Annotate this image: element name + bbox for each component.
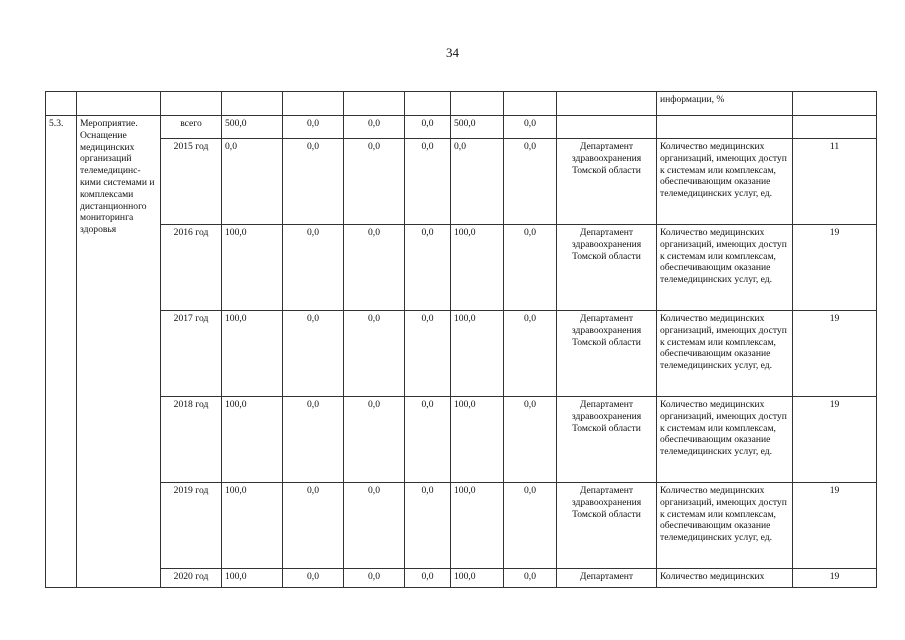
table-cell	[161, 92, 222, 116]
target-value-cell: 11	[793, 139, 877, 225]
amount-cell: 0,0	[405, 483, 451, 569]
amount-cell: 0,0	[283, 569, 344, 588]
amount-cell: 0,0	[405, 397, 451, 483]
amount-cell: 100,0	[451, 397, 504, 483]
period-cell: 2017 год	[161, 311, 222, 397]
program-table	[45, 91, 877, 588]
period-cell: 2019 год	[161, 483, 222, 569]
amount-cell: 100,0	[451, 311, 504, 397]
target-value-cell: 19	[793, 397, 877, 483]
indicator-cell: Количество медицинских организаций, имеющих доступ к системам или комплексам, обеспечивающим оказание телемедицинских услуг, ед.	[657, 311, 793, 397]
table-row	[46, 92, 877, 116]
item-name-cell: Мероприятие. Оснащение медицинских организаций телемедицинс-кими системами и комплексами дистанционного мониторинга здоровья	[77, 116, 161, 588]
table-cell	[405, 92, 451, 116]
amount-cell: 0,0	[222, 139, 283, 225]
table-row	[46, 139, 877, 225]
table-row	[46, 225, 877, 311]
amount-cell: 0,0	[283, 225, 344, 311]
amount-cell: 0,0	[283, 311, 344, 397]
amount-cell: 0,0	[405, 139, 451, 225]
amount-cell: 100,0	[451, 569, 504, 588]
amount-cell: 0,0	[504, 139, 557, 225]
amount-cell: 100,0	[222, 311, 283, 397]
amount-cell: 0,0	[283, 483, 344, 569]
amount-cell: 0,0	[451, 139, 504, 225]
amount-cell: 100,0	[222, 569, 283, 588]
executor-cell: Департамент здравоохранения Томской области	[557, 311, 657, 397]
table-cell	[557, 92, 657, 116]
table-cell	[793, 92, 877, 116]
amount-cell: 100,0	[222, 397, 283, 483]
indicator-cell: информации, %	[657, 92, 793, 116]
page-number: 34	[446, 45, 459, 60]
table-cell	[77, 92, 161, 116]
executor-cell: Департамент здравоохранения Томской области	[557, 397, 657, 483]
indicator-cell: Количество медицинских	[657, 569, 793, 588]
amount-cell: 0,0	[344, 569, 405, 588]
indicator-cell: Количество медицинских организаций, имеющих доступ к системам или комплексам, обеспечивающим оказание телемедицинских услуг, ед.	[657, 225, 793, 311]
table-row	[46, 397, 877, 483]
table-row	[46, 483, 877, 569]
target-value-cell: 19	[793, 569, 877, 588]
amount-cell: 100,0	[222, 225, 283, 311]
table-cell	[657, 116, 793, 139]
period-cell: 2020 год	[161, 569, 222, 588]
indicator-cell: Количество медицинских организаций, имеющих доступ к системам или комплексам, обеспечивающим оказание телемедицинских услуг, ед.	[657, 397, 793, 483]
period-cell: 2018 год	[161, 397, 222, 483]
amount-cell: 0,0	[504, 311, 557, 397]
amount-cell: 0,0	[504, 116, 557, 139]
amount-cell: 0,0	[344, 116, 405, 139]
target-value-cell: 19	[793, 483, 877, 569]
amount-cell: 0,0	[283, 397, 344, 483]
table-row	[46, 311, 877, 397]
table-cell	[793, 116, 877, 139]
table-cell	[344, 92, 405, 116]
amount-cell: 0,0	[405, 116, 451, 139]
amount-cell: 0,0	[344, 483, 405, 569]
target-value-cell: 19	[793, 225, 877, 311]
amount-cell: 0,0	[283, 139, 344, 225]
table-row-total	[46, 116, 877, 139]
table-cell	[504, 92, 557, 116]
amount-cell: 0,0	[504, 225, 557, 311]
amount-cell: 500,0	[451, 116, 504, 139]
executor-cell: Департамент здравоохранения Томской области	[557, 483, 657, 569]
amount-cell: 0,0	[405, 311, 451, 397]
table-cell	[451, 92, 504, 116]
target-value-cell: 19	[793, 311, 877, 397]
indicator-cell: Количество медицинских организаций, имеющих доступ к системам или комплексам, обеспечивающим оказание телемедицинских услуг, ед.	[657, 483, 793, 569]
period-cell: 2015 год	[161, 139, 222, 225]
table-cell	[46, 92, 77, 116]
amount-cell: 0,0	[283, 116, 344, 139]
table-cell	[557, 116, 657, 139]
amount-cell: 500,0	[222, 116, 283, 139]
amount-cell: 0,0	[405, 225, 451, 311]
indicator-cell: Количество медицинских организаций, имеющих доступ к системам или комплексам, обеспечивающим оказание телемедицинских услуг, ед.	[657, 139, 793, 225]
executor-cell: Департамент здравоохранения Томской области	[557, 225, 657, 311]
amount-cell: 0,0	[344, 311, 405, 397]
amount-cell: 0,0	[405, 569, 451, 588]
item-number-cell: 5.3.	[46, 116, 77, 588]
amount-cell: 100,0	[222, 483, 283, 569]
amount-cell: 0,0	[344, 139, 405, 225]
amount-cell: 0,0	[344, 225, 405, 311]
amount-cell: 0,0	[504, 569, 557, 588]
amount-cell: 100,0	[451, 225, 504, 311]
period-cell: 2016 год	[161, 225, 222, 311]
executor-cell: Департамент	[557, 569, 657, 588]
amount-cell: 0,0	[504, 483, 557, 569]
period-cell: всего	[161, 116, 222, 139]
amount-cell: 100,0	[451, 483, 504, 569]
executor-cell: Департамент здравоохранения Томской области	[557, 139, 657, 225]
table-row	[46, 569, 877, 588]
amount-cell: 0,0	[504, 397, 557, 483]
table-cell	[222, 92, 283, 116]
amount-cell: 0,0	[344, 397, 405, 483]
table-cell	[283, 92, 344, 116]
